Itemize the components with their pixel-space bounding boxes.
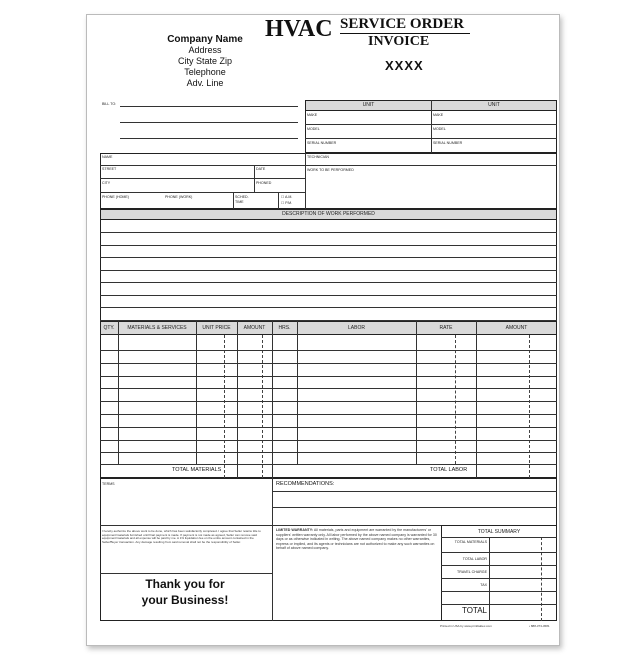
unit-2-make: MAKE [433, 113, 444, 117]
company-city: City State Zip [177, 56, 233, 66]
unit-divider [431, 100, 432, 153]
title-service-order: SERVICE ORDER [340, 16, 465, 32]
col-divider [476, 321, 477, 478]
table-row[interactable] [100, 388, 557, 389]
company-adv-line: Adv. Line [186, 78, 224, 88]
cents-divider [262, 335, 263, 478]
title-invoice: INVOICE [368, 34, 430, 49]
company-phone: Telephone [184, 67, 226, 77]
rec-line [272, 491, 557, 492]
unit-header-2-label: UNIT [488, 102, 500, 108]
summary-total-materials: TOTAL MATERIALS [454, 540, 487, 544]
customer-divider [233, 192, 234, 209]
city-label: CITY [102, 181, 111, 185]
name-label: NAME [102, 155, 113, 159]
thank-you-line-1: Thank you for [145, 577, 225, 591]
signature-line [100, 573, 272, 574]
col-divider [272, 321, 273, 478]
description-header: DESCRIPTION OF WORK PERFORMED [282, 211, 375, 217]
bottom-divider [272, 478, 273, 621]
time-label: TIME [235, 200, 244, 204]
description-line[interactable] [100, 257, 557, 258]
bill-to-line-1[interactable] [120, 106, 298, 107]
phone-home-label: PHONE (HOME) [102, 195, 129, 199]
bill-to-label: BILL TO: [102, 102, 117, 106]
customer-divider [254, 165, 255, 192]
table-row[interactable] [100, 452, 557, 453]
materials-labor-table [100, 321, 557, 478]
bill-to-line-3[interactable] [120, 138, 298, 139]
warranty-title: LIMITED WARRANTY: [276, 528, 314, 532]
summary-travel-charge: TRAVEL CHARGE [457, 570, 487, 574]
table-row[interactable] [100, 350, 557, 351]
bill-to-line-2[interactable] [120, 122, 298, 123]
summary-divider [489, 537, 490, 621]
printer-credit: Printed in USA by www.printfaktex.com [440, 624, 492, 628]
description-line[interactable] [100, 295, 557, 296]
unit-2-model: MODEL [433, 127, 446, 131]
description-line[interactable] [100, 307, 557, 308]
company-name: Company Name [167, 34, 243, 45]
total-summary-header: TOTAL SUMMARY [477, 529, 521, 535]
table-row[interactable] [100, 363, 557, 364]
phoned-label: PHONED [256, 181, 272, 185]
unit-row-line [305, 138, 557, 139]
summary-line [441, 552, 557, 553]
col-divider [237, 321, 238, 478]
unit-1-make: MAKE [307, 113, 318, 117]
hrs-header: HRS. [278, 325, 291, 331]
cents-divider [224, 335, 225, 478]
customer-divider [305, 153, 306, 209]
customer-info-block [100, 153, 557, 209]
materials-header: MATERIALS & SERVICES [127, 325, 187, 331]
am-checkbox-label[interactable]: ☐ A.M. [281, 195, 293, 199]
total-materials-label: TOTAL MATERIALS [172, 467, 222, 473]
description-line[interactable] [100, 270, 557, 271]
summary-total: TOTAL [461, 606, 487, 615]
warranty-text: All materials, parts and equipment are warranted by the manufacturers' or suppliers' written warranty only. All labor performed by the above named company is warranted for 30 days or as otherwise indicated in writing. The above named company makes no other warranties, express or implied, and its agents or technicians are not authorized to make any such warranties on behalf of above named company. [276, 528, 437, 551]
summary-total-labor: TOTAL LABOR [462, 557, 487, 561]
col-divider [297, 321, 298, 464]
col-divider [416, 321, 417, 464]
date-label: DATE [256, 167, 266, 171]
technician-label: TECHNICIAN [307, 155, 329, 159]
unit-2-serial: SERIAL NUMBER [433, 141, 463, 145]
summary-line [441, 565, 557, 566]
street-label: STREET [102, 167, 117, 171]
rate-header: RATE [439, 325, 453, 331]
customer-divider [278, 192, 279, 209]
materials-amount-header: AMOUNT [243, 325, 266, 331]
description-line[interactable] [100, 245, 557, 246]
totals-line [100, 464, 557, 465]
labor-amount-header: AMOUNT [505, 325, 528, 331]
thank-you-message [100, 576, 270, 608]
work-to-perform-label: WORK TO BE PERFORMED [307, 168, 354, 172]
thank-you-line-2: your Business! [141, 593, 229, 607]
description-block [100, 209, 557, 321]
customer-line [100, 165, 557, 166]
cents-divider [455, 335, 456, 464]
col-divider [118, 321, 119, 464]
table-row[interactable] [100, 427, 557, 428]
summary-tax: TAX [480, 583, 487, 587]
invoice-number: XXXX [385, 58, 424, 73]
customer-line [100, 192, 305, 193]
unit-header-1-label: UNIT [362, 102, 375, 108]
unit-1-model: MODEL [307, 127, 320, 131]
cents-divider [529, 335, 530, 478]
summary-line [441, 604, 557, 605]
labor-header: LABOR [348, 325, 365, 331]
terms-label: TERMS [102, 482, 115, 486]
unit-price-header: UNIT PRICE [202, 325, 231, 331]
pm-label: P.M. [285, 201, 293, 205]
summary-cents-divider [541, 537, 542, 621]
pm-checkbox-label[interactable]: ☐ P.M. [281, 201, 293, 205]
printer-phone: • 888-373-4581 [529, 624, 550, 628]
title-hvac: HVAC [265, 16, 333, 42]
sched-label: SCHED. [235, 195, 249, 199]
summary-line [441, 578, 557, 579]
summary-line [441, 537, 557, 538]
recommendations-label: RECOMMENDATIONS: [276, 481, 335, 487]
table-row[interactable] [100, 401, 557, 402]
rec-line [272, 507, 557, 508]
col-divider [196, 321, 197, 464]
qty-header: QTY. [103, 325, 115, 331]
authorization-text: I hereby authorize the above work to be done, which has been satisfactorily completed. I agree that Seller retains title to equipment/materials furnished until final payment is made. If payment is not made as agreed, Seller can remove said equipment/materials and all expense will be paid by me. A 1% liquidation fee on the entire amount contained in the Seller/Buyer transaction. Any damage resulting from said removal shall not be the responsibility of Seller. [102, 529, 261, 544]
phone-work-label: PHONE (WORK) [165, 195, 193, 199]
unit-1-serial: SERIAL NUMBER [307, 141, 337, 145]
description-line[interactable] [100, 282, 557, 283]
customer-line [100, 178, 305, 179]
summary-line [441, 591, 557, 592]
total-labor-label: TOTAL LABOR [430, 467, 468, 473]
table-row[interactable] [100, 376, 557, 377]
table-row[interactable] [100, 414, 557, 415]
company-address: Address [188, 45, 222, 55]
description-line[interactable] [100, 232, 557, 233]
table-row[interactable] [100, 440, 557, 441]
warranty-block [276, 528, 438, 551]
am-label: A.M. [285, 195, 293, 199]
unit-row-line [305, 124, 557, 125]
